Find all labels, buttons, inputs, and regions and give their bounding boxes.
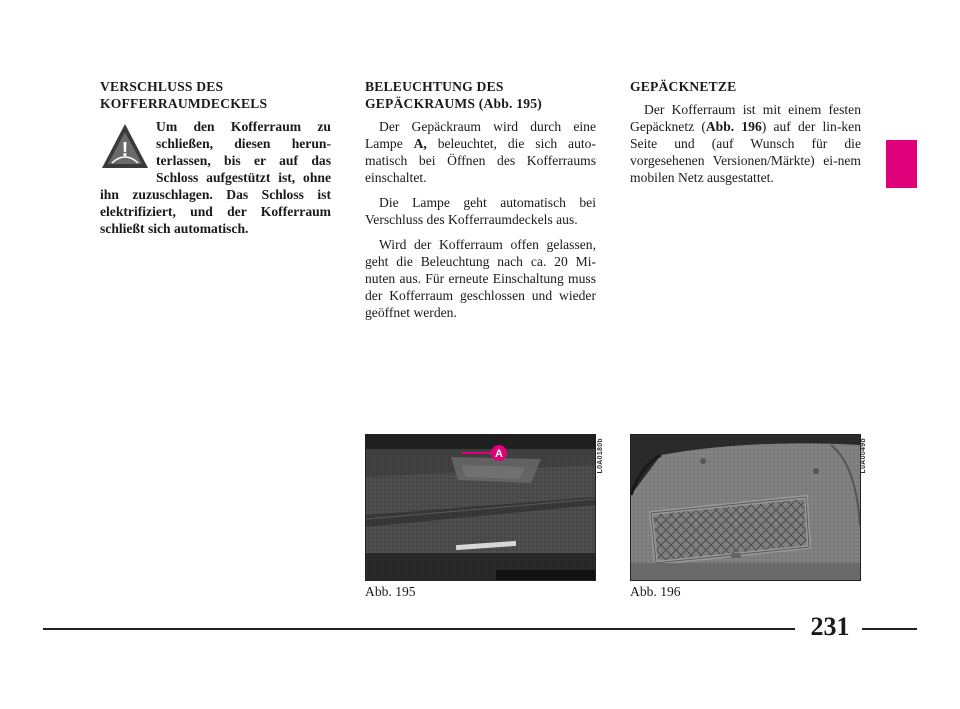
figure-caption: Abb. 196 xyxy=(630,584,681,599)
section-heading-nets: GEPÄCKNETZE xyxy=(630,79,737,94)
trunk-lamp-photo xyxy=(366,435,595,580)
footer-rule xyxy=(43,628,795,630)
warning-triangle-icon xyxy=(100,121,150,171)
page-number: 231 xyxy=(810,612,850,641)
paragraph: Die Lampe geht automatisch bei Verschluss des Kofferraumdeckels aus. xyxy=(365,195,596,227)
figure-code: L0A0180b xyxy=(597,438,604,474)
column-closing-trunk xyxy=(100,78,331,237)
paragraph: Wird der Kofferraum offen gelassen, geht die Beleuchtung nach ca. 20 Mi-nuten aus. Für erneute Einschaltung muss der Kofferraum geschlossen und wieder geöffnet werden. xyxy=(365,237,596,320)
luggage-net-photo xyxy=(631,435,860,580)
column-trunk-lighting xyxy=(365,78,596,329)
figure-trunk-lamp xyxy=(365,434,596,581)
section-heading-closing: VERSCHLUSS DES KOFFERRAUMDECKELS xyxy=(100,79,268,111)
column-luggage-nets xyxy=(630,78,861,194)
figure-code: L0A0049b xyxy=(860,438,867,474)
figure-reference: Abb. 196 xyxy=(705,119,762,134)
chapter-tab-marker xyxy=(886,140,917,188)
lamp-reference: A, xyxy=(413,136,427,151)
paragraph: Der Kofferraum ist mit einem festen Gepäcknetz (Abb. 196) auf der lin-ken Seite und (auf Wunsch für die vorgesehenen Versionen/Märkte) ei-nem mobilen Netz ausgestattet. xyxy=(630,102,862,185)
figure-luggage-net xyxy=(630,434,861,581)
svg-text:!: ! xyxy=(121,139,129,161)
callout-label-a: A xyxy=(495,448,503,460)
figure-caption: Abb. 195 xyxy=(365,584,416,599)
footer-rule xyxy=(862,628,917,630)
paragraph: Der Gepäckraum wird durch eine Lampe A, beleuchtet, die sich auto-matisch bei Öffnen des Kofferraums einschaltet. xyxy=(365,119,596,185)
section-heading-lighting: BELEUCHTUNG DES GEPÄCKRAUMS (Abb. 195) xyxy=(365,79,542,111)
warning-text: Um den Kofferraum zu schließen, diesen herun-terlassen, bis er auf das Schloss aufgestützt ist, ohne ihn zuzuschlagen. Das Schloss ist elektrifiziert, und der Kofferraum schließt sich automatisch. xyxy=(100,119,331,236)
warning-block xyxy=(100,118,331,237)
